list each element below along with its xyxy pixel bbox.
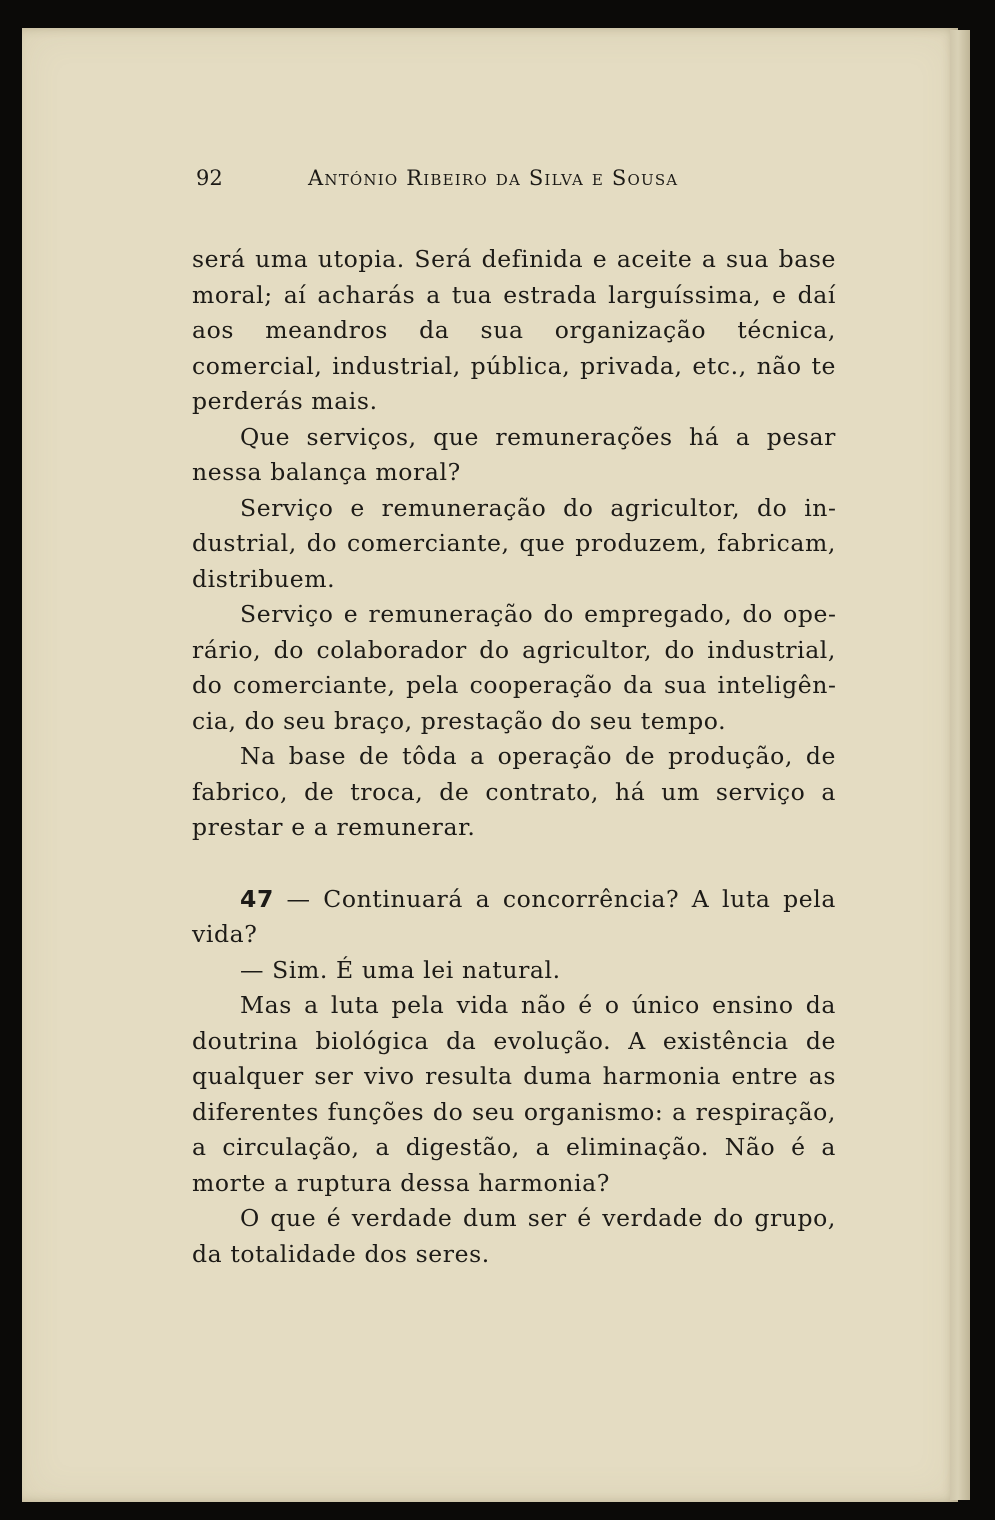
page-header (196, 166, 836, 196)
paragraph: Serviço e remuneração do empregado, do operário, do colaborador do agricultor, do industrial, do comerciante, pela cooperação da sua inteligência, do seu braço, prestação do seu tempo. (192, 600, 836, 735)
paragraph: Na base de tôda a operação de produção, de fabrico, de troca, de contrato, há um serviço a prestar e a remunerar. (192, 742, 836, 841)
numbered-question (192, 882, 836, 953)
answer-paragraph: — Sim. É uma lei natural. (240, 955, 561, 984)
paragraph-continuation: será uma utopia. Será definida e aceite a sua base moral; aí acharás a tua estrada larguíssima, e daí aos meandros da sua organização técnica, comercial, industrial, pública, privada, etc., não te perderás mais. (192, 245, 836, 415)
question-number: 47 (240, 884, 274, 913)
body-text (192, 242, 836, 1272)
paragraph: Mas a luta pela vida não é o único ensino da doutrina biológica da evolução. A existência de qualquer ser vivo resulta duma harmonia entre as diferentes funções do seu organismo: a respiração, a circulação, a digestão, a eliminação. Não é a morte a ruptura dessa harmonia? (192, 991, 836, 1197)
paragraph: Que serviços, que remunerações há a pesar nessa balança moral? (192, 422, 836, 486)
paragraph: O que é verdade dum ser é verdade do grupo, da totalidade dos seres. (192, 1204, 836, 1268)
paragraph: Serviço e remuneração do agricultor, do industrial, do comerciante, que produzem, fabricam, distribuem. (192, 493, 836, 593)
page-number: 92 (196, 166, 223, 190)
question-text: — Continuará a concorrência? A luta pela vida? (192, 884, 836, 948)
page-edge (950, 30, 970, 1500)
running-title: António Ribeiro da Silva e Sousa (308, 166, 679, 190)
